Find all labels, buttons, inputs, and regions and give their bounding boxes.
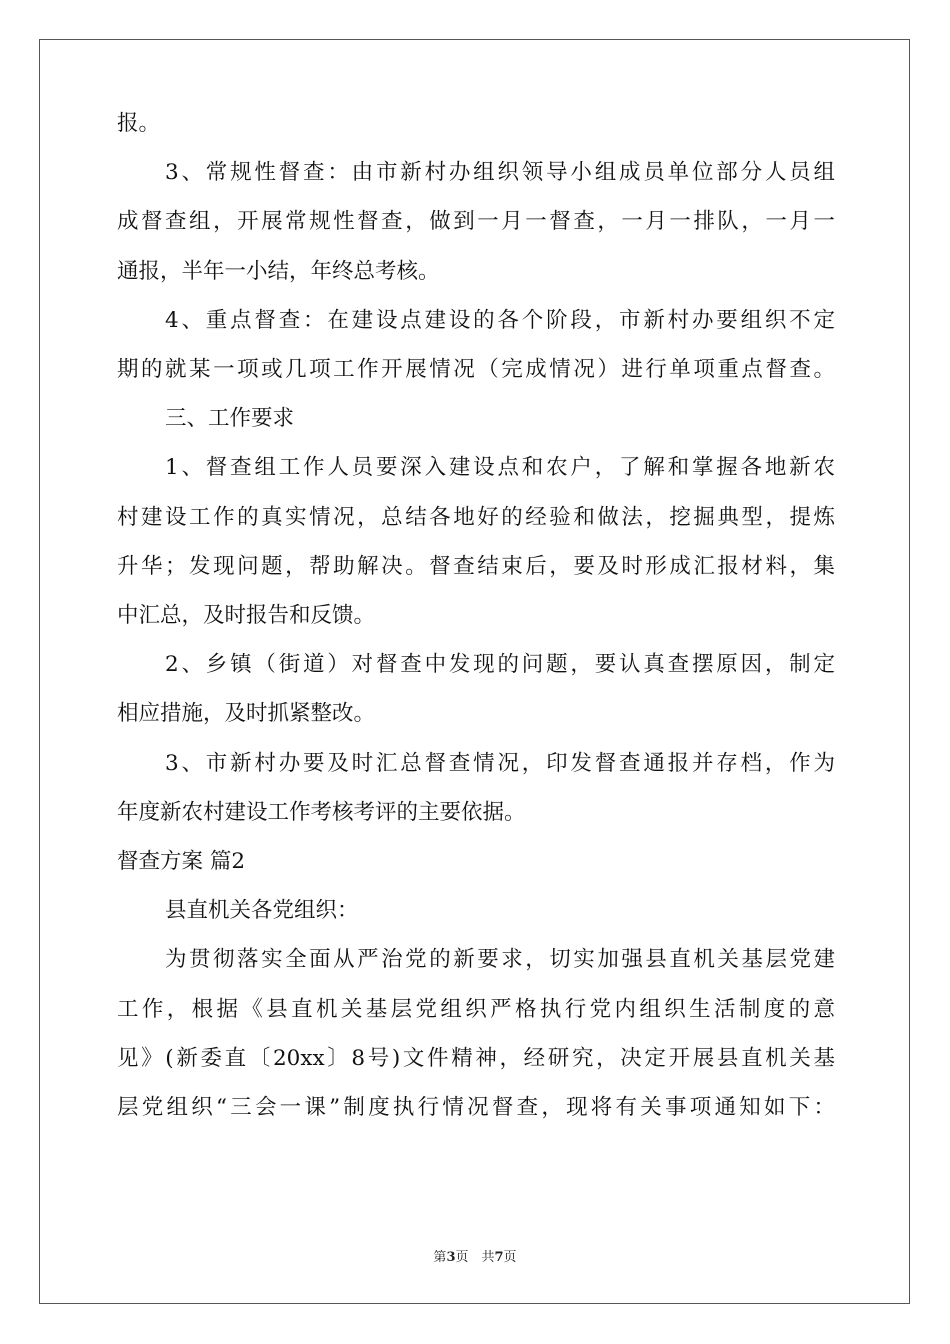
text-line: 见》(新委直〔20xx〕8号)文件精神，经研究，决定开展县直机关基 [117, 1045, 835, 1071]
page-footer [0, 1246, 950, 1265]
text-line: 4、重点督查：在建设点建设的各个阶段，市新村办要组织不定 [165, 307, 835, 333]
text-line: 3、市新村办要及时汇总督查情况，印发督查通报并存档，作为 [165, 750, 835, 776]
page-current: 3 [446, 1250, 456, 1265]
text-line: 相应措施，及时抓紧整改。 [117, 701, 376, 727]
section-heading: 三、工作要求 [165, 406, 295, 432]
text-line: 3、常规性督查：由市新村办组织领导小组成员单位部分人员组 [165, 160, 835, 186]
text-line: 工作，根据《县直机关基层党组织严格执行党内组织生活制度的意 [117, 996, 835, 1022]
salutation: 县直机关各党组织： [165, 898, 359, 924]
page-mid: 页 共 [455, 1250, 495, 1265]
text-line: 2、乡镇（街道）对督查中发现的问题，要认真查摆原因，制定 [165, 652, 835, 678]
text-line: 为贯彻落实全面从严治党的新要求，切实加强县直机关基层党建 [165, 947, 835, 973]
text-line: 1、督查组工作人员要深入建设点和农户，了解和掌握各地新农 [165, 455, 835, 481]
text-line: 村建设工作的真实情况，总结各地好的经验和做法，挖掘典型，提炼 [117, 504, 835, 530]
text-line: 升华；发现问题，帮助解决。督查结束后，要及时形成汇报材料，集 [117, 553, 835, 579]
page-total: 7 [494, 1250, 504, 1265]
text-line: 年度新农村建设工作考核考评的主要依据。 [117, 799, 526, 825]
text-line: 中汇总，及时报告和反馈。 [117, 603, 376, 628]
text-line: 成督查组，开展常规性督查，做到一月一督查，一月一排队，一月一 [117, 209, 835, 235]
text-line: 通报，半年一小结，年终总考核。 [117, 258, 440, 284]
page-suffix: 页 [503, 1250, 517, 1265]
text-line: 期的就某一项或几项工作开展情况（完成情况）进行单项重点督查。 [117, 357, 835, 382]
text-line: 报。 [117, 111, 161, 136]
page-prefix: 第 [433, 1250, 447, 1265]
text-line: 层党组织“三会一课”制度执行情况督查，现将有关事项通知如下： [117, 1095, 835, 1120]
section-title: 督查方案 篇2 [117, 849, 246, 874]
